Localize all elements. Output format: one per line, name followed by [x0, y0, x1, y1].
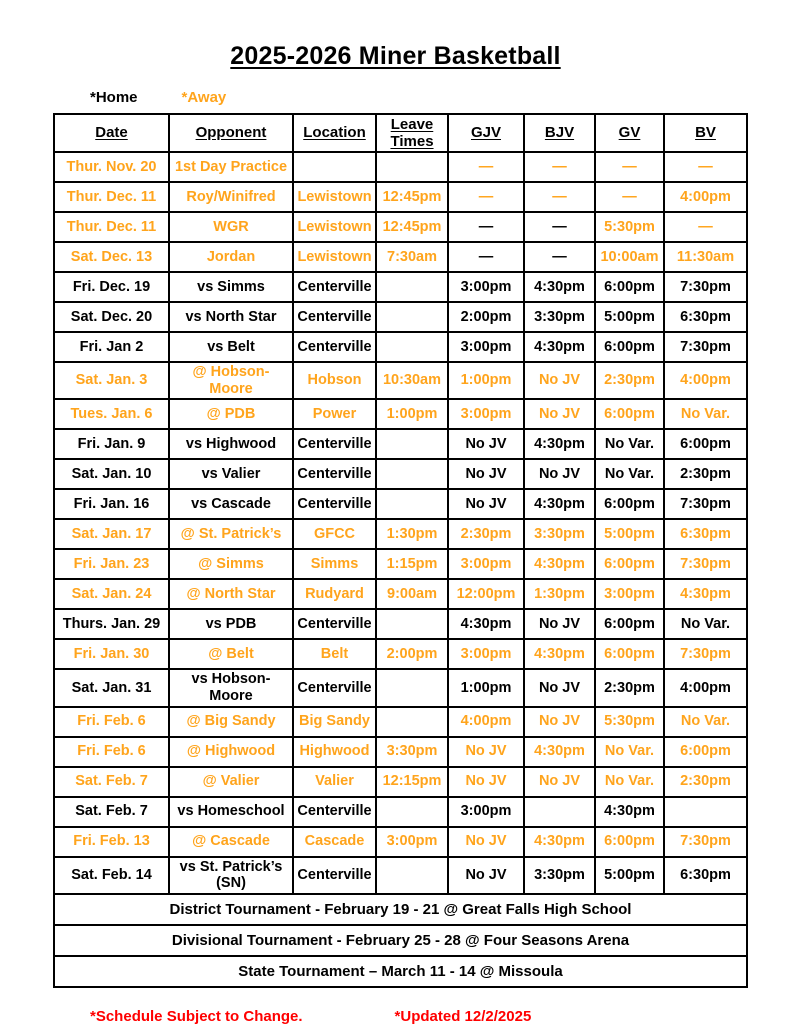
- cell-gv: 3:00pm: [595, 579, 664, 609]
- cell-bjv: 3:30pm: [524, 857, 595, 894]
- cell-gv: 5:30pm: [595, 212, 664, 242]
- cell-gjv: 3:00pm: [448, 549, 524, 579]
- cell-location: Centerville: [293, 429, 376, 459]
- cell-bjv: 4:30pm: [524, 737, 595, 767]
- cell-bv: No Var.: [664, 707, 747, 737]
- cell-location: Lewistown: [293, 212, 376, 242]
- header-opponent-label: Opponent: [195, 124, 267, 142]
- cell-opponent: vs Highwood: [169, 429, 293, 459]
- cell-bv: 6:30pm: [664, 857, 747, 894]
- cell-opponent: @ Highwood: [169, 737, 293, 767]
- cell-bv: 4:30pm: [664, 579, 747, 609]
- cell-gjv: —: [448, 152, 524, 182]
- legend-away-label: *Away: [181, 89, 227, 106]
- cell-bjv: 4:30pm: [524, 549, 595, 579]
- cell-bjv: 4:30pm: [524, 827, 595, 857]
- cell-gv: 6:00pm: [595, 332, 664, 362]
- cell-bjv: No JV: [524, 609, 595, 639]
- cell-date: Sat. Feb. 7: [54, 767, 169, 797]
- cell-date: Sat. Dec. 13: [54, 242, 169, 272]
- cell-bjv: —: [524, 212, 595, 242]
- cell-gjv: —: [448, 182, 524, 212]
- header-bv-label: BV: [695, 124, 716, 142]
- schedule-row: [54, 767, 747, 797]
- cell-opponent: @ PDB: [169, 399, 293, 429]
- tournament-district-text: District Tournament - February 19 - 21 @ Great Falls High School: [54, 894, 747, 925]
- schedule-row: [54, 152, 747, 182]
- header-date: [54, 114, 169, 152]
- cell-location: Centerville: [293, 332, 376, 362]
- legend-home-label: *Home: [90, 89, 138, 106]
- cell-gjv: No JV: [448, 857, 524, 894]
- cell-leave: 12:15pm: [376, 767, 448, 797]
- cell-date: Fri. Feb. 6: [54, 737, 169, 767]
- cell-gjv: 3:00pm: [448, 332, 524, 362]
- cell-gv: 6:00pm: [595, 272, 664, 302]
- cell-gjv: 1:00pm: [448, 669, 524, 706]
- cell-bv: 4:00pm: [664, 669, 747, 706]
- page-title: 2025-2026 Miner Basketball: [230, 42, 561, 70]
- cell-gjv: 3:00pm: [448, 272, 524, 302]
- cell-bv: 2:30pm: [664, 459, 747, 489]
- cell-gjv: 4:00pm: [448, 707, 524, 737]
- cell-gjv: 3:00pm: [448, 399, 524, 429]
- cell-gjv: 2:30pm: [448, 519, 524, 549]
- cell-bjv: No JV: [524, 362, 595, 399]
- cell-location: Centerville: [293, 302, 376, 332]
- cell-gv: 2:30pm: [595, 669, 664, 706]
- cell-bjv: 4:30pm: [524, 429, 595, 459]
- schedule-row: [54, 242, 747, 272]
- schedule-change-note: *Schedule Subject to Change.: [90, 1008, 303, 1024]
- cell-date: Sat. Jan. 10: [54, 459, 169, 489]
- cell-bjv: No JV: [524, 459, 595, 489]
- cell-opponent: vs Cascade: [169, 489, 293, 519]
- cell-bv: [664, 797, 747, 827]
- cell-opponent: @ North Star: [169, 579, 293, 609]
- header-location: [293, 114, 376, 152]
- header-gv-label: GV: [618, 124, 641, 142]
- cell-gv: —: [595, 152, 664, 182]
- cell-leave: 12:45pm: [376, 182, 448, 212]
- tournament-row-state: [54, 956, 747, 987]
- cell-location: Belt: [293, 639, 376, 669]
- cell-gjv: 12:00pm: [448, 579, 524, 609]
- tournament-row-divisional: [54, 925, 747, 956]
- cell-leave: [376, 489, 448, 519]
- cell-date: Thur. Nov. 20: [54, 152, 169, 182]
- cell-gv: 6:00pm: [595, 609, 664, 639]
- cell-bv: 7:30pm: [664, 639, 747, 669]
- cell-bv: 4:00pm: [664, 362, 747, 399]
- cell-gv: No Var.: [595, 459, 664, 489]
- tournament-state-text: State Tournament – March 11 - 14 @ Missoula: [54, 956, 747, 987]
- cell-bjv: —: [524, 242, 595, 272]
- schedule-row: [54, 639, 747, 669]
- cell-date: Sat. Dec. 20: [54, 302, 169, 332]
- footer-notes: [90, 1008, 791, 1024]
- cell-leave: [376, 707, 448, 737]
- tournament-row-district: [54, 894, 747, 925]
- schedule-row: [54, 737, 747, 767]
- cell-gjv: 3:00pm: [448, 797, 524, 827]
- cell-leave: 10:30am: [376, 362, 448, 399]
- cell-gv: —: [595, 182, 664, 212]
- cell-leave: [376, 797, 448, 827]
- cell-gv: 5:00pm: [595, 519, 664, 549]
- cell-opponent: @ Hobson-Moore: [169, 362, 293, 399]
- cell-leave: [376, 302, 448, 332]
- schedule-row: [54, 362, 747, 399]
- cell-opponent: vs Simms: [169, 272, 293, 302]
- schedule-row: [54, 707, 747, 737]
- cell-gv: 6:00pm: [595, 489, 664, 519]
- schedule-row: [54, 489, 747, 519]
- cell-gv: No Var.: [595, 429, 664, 459]
- cell-bv: No Var.: [664, 609, 747, 639]
- cell-location: Lewistown: [293, 242, 376, 272]
- cell-bjv: No JV: [524, 669, 595, 706]
- cell-bjv: —: [524, 182, 595, 212]
- cell-bjv: 3:30pm: [524, 302, 595, 332]
- cell-location: Lewistown: [293, 182, 376, 212]
- schedule-row: [54, 549, 747, 579]
- cell-leave: [376, 332, 448, 362]
- cell-gjv: —: [448, 212, 524, 242]
- cell-bv: —: [664, 152, 747, 182]
- cell-bv: 7:30pm: [664, 489, 747, 519]
- cell-bv: 7:30pm: [664, 827, 747, 857]
- cell-date: Fri. Jan. 9: [54, 429, 169, 459]
- cell-location: GFCC: [293, 519, 376, 549]
- cell-leave: 1:00pm: [376, 399, 448, 429]
- header-row: [54, 114, 747, 152]
- legend: [90, 89, 791, 106]
- cell-leave: 3:00pm: [376, 827, 448, 857]
- cell-opponent: vs Homeschool: [169, 797, 293, 827]
- cell-bv: 6:00pm: [664, 429, 747, 459]
- cell-location: Rudyard: [293, 579, 376, 609]
- cell-date: Fri. Feb. 13: [54, 827, 169, 857]
- cell-gv: 5:00pm: [595, 302, 664, 332]
- schedule-row: [54, 429, 747, 459]
- cell-leave: 1:15pm: [376, 549, 448, 579]
- cell-bjv: [524, 797, 595, 827]
- cell-gjv: 2:00pm: [448, 302, 524, 332]
- schedule-row: [54, 182, 747, 212]
- cell-date: Sat. Feb. 14: [54, 857, 169, 894]
- cell-gjv: No JV: [448, 459, 524, 489]
- cell-date: Sat. Feb. 7: [54, 797, 169, 827]
- header-opponent: [169, 114, 293, 152]
- cell-bjv: 4:30pm: [524, 332, 595, 362]
- cell-gv: 5:00pm: [595, 857, 664, 894]
- cell-leave: [376, 669, 448, 706]
- header-leave-times-label: Leave Times: [390, 115, 434, 150]
- cell-leave: [376, 609, 448, 639]
- cell-opponent: WGR: [169, 212, 293, 242]
- cell-gv: 6:00pm: [595, 827, 664, 857]
- schedule-row: [54, 827, 747, 857]
- cell-bv: 7:30pm: [664, 332, 747, 362]
- cell-bjv: 3:30pm: [524, 519, 595, 549]
- cell-opponent: vs Hobson-Moore: [169, 669, 293, 706]
- cell-leave: 1:30pm: [376, 519, 448, 549]
- cell-date: Thur. Dec. 11: [54, 212, 169, 242]
- cell-location: Centerville: [293, 489, 376, 519]
- cell-opponent: vs Belt: [169, 332, 293, 362]
- cell-opponent: @ St. Patrick’s: [169, 519, 293, 549]
- cell-date: Thurs. Jan. 29: [54, 609, 169, 639]
- cell-date: Sat. Jan. 3: [54, 362, 169, 399]
- cell-gjv: 3:00pm: [448, 639, 524, 669]
- schedule-row: [54, 519, 747, 549]
- cell-leave: 2:00pm: [376, 639, 448, 669]
- cell-bjv: 4:30pm: [524, 639, 595, 669]
- schedule-row: [54, 669, 747, 706]
- cell-opponent: vs St. Patrick’s (SN): [169, 857, 293, 894]
- schedule-row: [54, 579, 747, 609]
- header-gjv-label: GJV: [470, 124, 501, 142]
- cell-date: Thur. Dec. 11: [54, 182, 169, 212]
- cell-leave: 7:30am: [376, 242, 448, 272]
- cell-opponent: vs Valier: [169, 459, 293, 489]
- cell-bv: No Var.: [664, 399, 747, 429]
- header-bjv-label: BJV: [544, 124, 575, 142]
- schedule-row: [54, 459, 747, 489]
- cell-location: Highwood: [293, 737, 376, 767]
- cell-bv: 7:30pm: [664, 272, 747, 302]
- cell-bv: 6:30pm: [664, 302, 747, 332]
- cell-leave: [376, 152, 448, 182]
- cell-date: Sat. Jan. 24: [54, 579, 169, 609]
- cell-bv: 6:30pm: [664, 519, 747, 549]
- cell-location: Centerville: [293, 857, 376, 894]
- cell-location: Centerville: [293, 609, 376, 639]
- cell-bv: 7:30pm: [664, 549, 747, 579]
- cell-opponent: @ Simms: [169, 549, 293, 579]
- cell-gv: 4:30pm: [595, 797, 664, 827]
- cell-location: Big Sandy: [293, 707, 376, 737]
- cell-gjv: 1:00pm: [448, 362, 524, 399]
- schedule-row: [54, 212, 747, 242]
- cell-date: Fri. Jan. 23: [54, 549, 169, 579]
- cell-date: Fri. Jan 2: [54, 332, 169, 362]
- cell-date: Tues. Jan. 6: [54, 399, 169, 429]
- cell-gv: 6:00pm: [595, 639, 664, 669]
- cell-leave: 12:45pm: [376, 212, 448, 242]
- cell-location: Valier: [293, 767, 376, 797]
- cell-bv: 6:00pm: [664, 737, 747, 767]
- tournament-rows: [54, 894, 747, 987]
- cell-gv: No Var.: [595, 767, 664, 797]
- cell-location: Centerville: [293, 669, 376, 706]
- updated-date-note: *Updated 12/2/2025: [394, 1008, 532, 1024]
- cell-date: Sat. Jan. 31: [54, 669, 169, 706]
- cell-gjv: No JV: [448, 429, 524, 459]
- cell-gv: 10:00am: [595, 242, 664, 272]
- header-location-label: Location: [303, 124, 366, 142]
- cell-date: Sat. Jan. 17: [54, 519, 169, 549]
- cell-leave: 3:30pm: [376, 737, 448, 767]
- cell-gv: 6:00pm: [595, 399, 664, 429]
- cell-location: [293, 152, 376, 182]
- schedule-header: [54, 114, 747, 152]
- tournament-divisional-text: Divisional Tournament - February 25 - 28 @ Four Seasons Arena: [54, 925, 747, 956]
- cell-location: Simms: [293, 549, 376, 579]
- cell-opponent: vs North Star: [169, 302, 293, 332]
- cell-bv: 11:30am: [664, 242, 747, 272]
- cell-bjv: No JV: [524, 707, 595, 737]
- cell-gv: 5:30pm: [595, 707, 664, 737]
- cell-leave: [376, 459, 448, 489]
- cell-location: Hobson: [293, 362, 376, 399]
- cell-gv: 6:00pm: [595, 549, 664, 579]
- schedule-body: [54, 152, 747, 894]
- cell-gjv: No JV: [448, 737, 524, 767]
- cell-leave: [376, 272, 448, 302]
- cell-bv: —: [664, 212, 747, 242]
- cell-opponent: @ Big Sandy: [169, 707, 293, 737]
- schedule-row: [54, 609, 747, 639]
- cell-location: Power: [293, 399, 376, 429]
- cell-gjv: No JV: [448, 767, 524, 797]
- cell-opponent: Roy/Winifred: [169, 182, 293, 212]
- cell-bjv: 1:30pm: [524, 579, 595, 609]
- schedule-row: [54, 332, 747, 362]
- cell-date: Fri. Feb. 6: [54, 707, 169, 737]
- cell-bjv: 4:30pm: [524, 272, 595, 302]
- schedule-row: [54, 302, 747, 332]
- cell-gjv: No JV: [448, 827, 524, 857]
- cell-leave: [376, 429, 448, 459]
- cell-leave: [376, 857, 448, 894]
- cell-bjv: 4:30pm: [524, 489, 595, 519]
- cell-gjv: 4:30pm: [448, 609, 524, 639]
- header-bjv: [524, 114, 595, 152]
- cell-bv: 2:30pm: [664, 767, 747, 797]
- header-gjv: [448, 114, 524, 152]
- schedule-table: [53, 113, 748, 988]
- cell-opponent: @ Valier: [169, 767, 293, 797]
- cell-gjv: No JV: [448, 489, 524, 519]
- header-gv: [595, 114, 664, 152]
- schedule-row: [54, 399, 747, 429]
- cell-date: Fri. Jan. 16: [54, 489, 169, 519]
- cell-gv: 2:30pm: [595, 362, 664, 399]
- cell-bjv: No JV: [524, 767, 595, 797]
- cell-location: Centerville: [293, 272, 376, 302]
- header-date-label: Date: [95, 124, 128, 142]
- cell-gv: No Var.: [595, 737, 664, 767]
- cell-opponent: @ Belt: [169, 639, 293, 669]
- schedule-row: [54, 797, 747, 827]
- cell-location: Centerville: [293, 459, 376, 489]
- header-leave-times: [376, 114, 448, 152]
- cell-opponent: vs PDB: [169, 609, 293, 639]
- cell-date: Fri. Dec. 19: [54, 272, 169, 302]
- cell-location: Cascade: [293, 827, 376, 857]
- cell-bv: 4:00pm: [664, 182, 747, 212]
- header-bv: [664, 114, 747, 152]
- cell-location: Centerville: [293, 797, 376, 827]
- cell-bjv: No JV: [524, 399, 595, 429]
- cell-opponent: @ Cascade: [169, 827, 293, 857]
- cell-bjv: —: [524, 152, 595, 182]
- cell-opponent: Jordan: [169, 242, 293, 272]
- cell-opponent: 1st Day Practice: [169, 152, 293, 182]
- cell-leave: 9:00am: [376, 579, 448, 609]
- schedule-row: [54, 857, 747, 894]
- schedule-row: [54, 272, 747, 302]
- cell-date: Fri. Jan. 30: [54, 639, 169, 669]
- cell-gjv: —: [448, 242, 524, 272]
